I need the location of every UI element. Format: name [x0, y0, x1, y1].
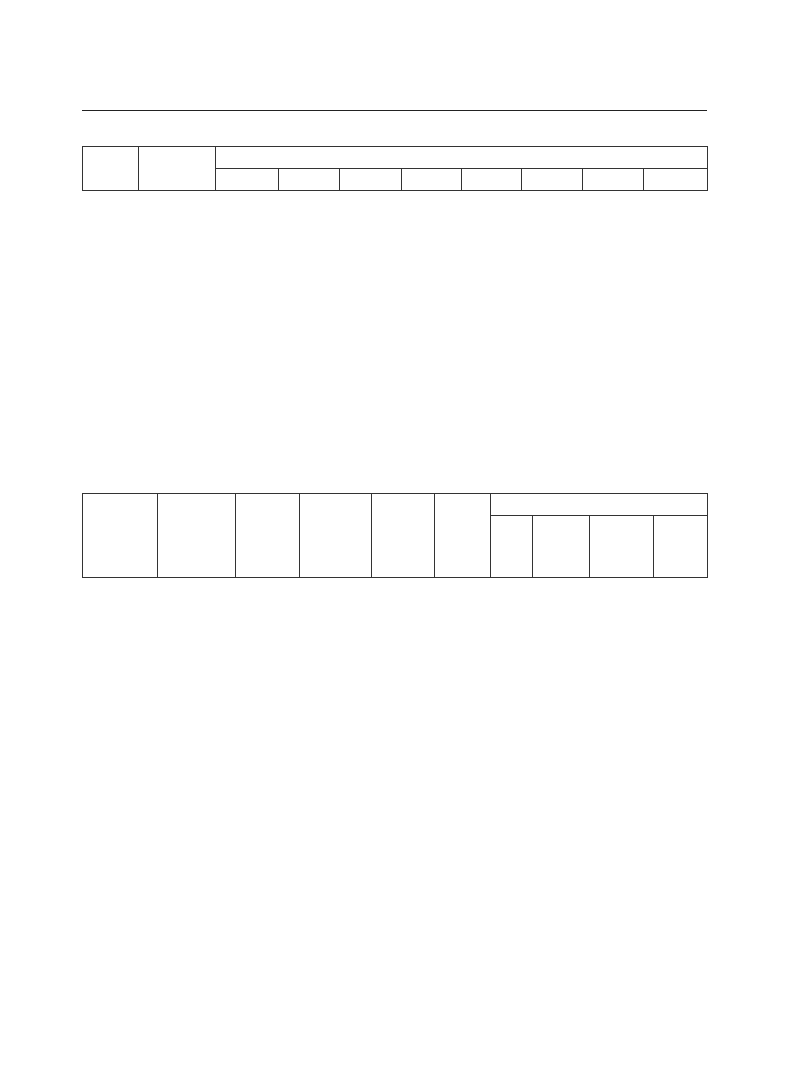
t2-header-quality: [533, 516, 590, 578]
section-6-4-1: [82, 456, 90, 471]
t1-header-element: [522, 169, 583, 191]
section-6-3-heading: [82, 391, 90, 406]
t2-header-temperature: [590, 516, 654, 578]
mechanical-properties-table: [82, 493, 708, 578]
t2-header-energy: [654, 516, 708, 578]
t2-header-yield: [236, 494, 300, 578]
section-6-4-heading: [82, 434, 90, 449]
t2-header-elongation: [372, 494, 435, 578]
t2-header-grade: [83, 494, 158, 578]
t1-header-element: [402, 169, 462, 191]
t1-header-grade: [83, 147, 139, 191]
t1-header-chem: [216, 147, 708, 169]
t1-header-element: [583, 169, 644, 191]
t1-header-element: [644, 169, 708, 191]
chemical-composition-table: [82, 146, 708, 191]
t2-header-thickness: [158, 494, 236, 578]
header-rule: [82, 110, 707, 111]
t1-header-element: [279, 169, 340, 191]
t2-header-direction: [491, 516, 533, 578]
t1-header-element: [216, 169, 279, 191]
t1-header-element: [462, 169, 522, 191]
section-6-2-heading: [82, 346, 90, 361]
t2-header-tensile: [300, 494, 372, 578]
t2-header-impact: [491, 494, 708, 516]
t1-header-code: [139, 147, 216, 191]
t1-header-element: [340, 169, 402, 191]
t2-header-bend: [435, 494, 491, 578]
